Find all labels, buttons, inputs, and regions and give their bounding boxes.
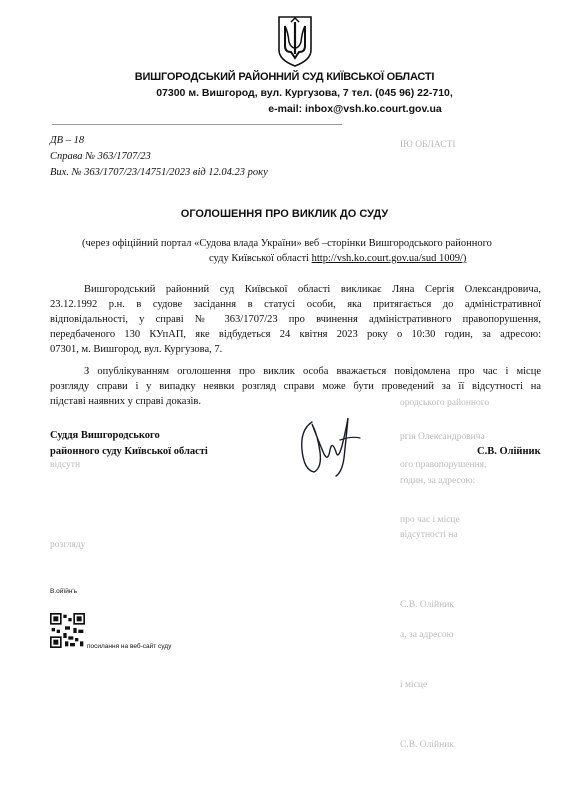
bleed-through-text: ородського районного [400, 398, 490, 408]
subtitle-prefix: суду Київської області [209, 253, 312, 264]
outgoing-number: Вих. № 363/1707/23/14751/2023 від 12.04.23 року [50, 167, 268, 178]
court-website-link[interactable]: http://vsh.ko.court.gov.ua/sud 1009/) [311, 253, 467, 264]
judge-name: С.В. Олійник [477, 446, 541, 457]
judge-position-line-2: районного суду Київської області [50, 446, 208, 457]
document-code: ДВ – 18 [50, 135, 85, 146]
paragraph-1-line: 07301, м. Вишгород, вул. Кургузова, 7. [50, 344, 223, 355]
bleed-through-text: С.В. Олійник [400, 600, 454, 610]
paragraph-2-line: підставі наявних у справі доказів. [50, 396, 202, 407]
bleed-through-text: а, за адресою [400, 630, 454, 640]
paragraph-1-line: 23.12.1992 р.н. в судове засідання в статусі особи, яка притягається до адміністративної [50, 299, 541, 310]
bleed-through-text: розгляду [50, 540, 86, 550]
bleed-through-text: С.В. Олійник [400, 740, 454, 750]
header-divider [52, 124, 342, 125]
bleed-through-text: годин, за адресою: [400, 476, 476, 486]
bleed-through-text: ого правопорушення, [400, 460, 487, 470]
paragraph-2-line: розгляду справи і у випадку неявки розгляд справи може бути проведений за її відсутності на [50, 381, 541, 392]
bleed-through-text: ргія Олександровича [400, 432, 485, 442]
court-address: 07300 м. Вишгород, вул. Кургузова, 7 тел. (045 96) 22-710, [156, 87, 453, 99]
bleed-through-text: і місце [400, 680, 428, 690]
judge-position-line-1: Суддя Вишгородського [50, 430, 160, 441]
page-title: ОГОЛОШЕННЯ ПРО ВИКЛИК ДО СУДУ [180, 208, 389, 220]
paragraph-1-line: передбаченого 130 КУпАП, яке відбудеться 24 квітня 2023 року о 10:30 годин, за адресою: [50, 329, 541, 340]
bleed-through-text: ІЮ ОБЛАСТІ [400, 140, 456, 150]
bleed-through-text: про час і місце [400, 515, 460, 525]
paragraph-1-line: відповідальності, у справі № 363/1707/23 про вчинення адміністративного правопорушення, [50, 314, 541, 325]
qr-caption: посилання на веб-сайт суду [87, 643, 172, 650]
paragraph-2-line: З опублікуванням оголошення про виклик особа вважається повідомлена про час і місце [84, 366, 541, 377]
court-email: e-mail: inbox@vsh.ko.court.gov.ua [268, 103, 442, 115]
subtitle-line-1: (через офіційний портал «Судова влада України» веб –сторінки Вишгородського районного [82, 238, 492, 249]
bleed-through-text: відсутності на [400, 530, 458, 540]
qr-code-icon[interactable] [50, 613, 85, 648]
coat-of-arms-icon [276, 14, 314, 68]
court-name: ВИШГОРОДСЬКИЙ РАЙОННИЙ СУД КИЇВСЬКОЇ ОБЛАСТІ [134, 71, 435, 83]
bleed-through-text: відсутн [50, 460, 81, 470]
subtitle-line-2 [209, 251, 466, 266]
paragraph-1-line: Вишгородський районний суд Київської області викликає Ляна Сергія Олександровича, [84, 284, 541, 295]
footer-label: В.ойїйн'ь [50, 588, 78, 595]
case-number: Справа № 363/1707/23 [50, 151, 151, 162]
judge-signature [290, 410, 370, 480]
